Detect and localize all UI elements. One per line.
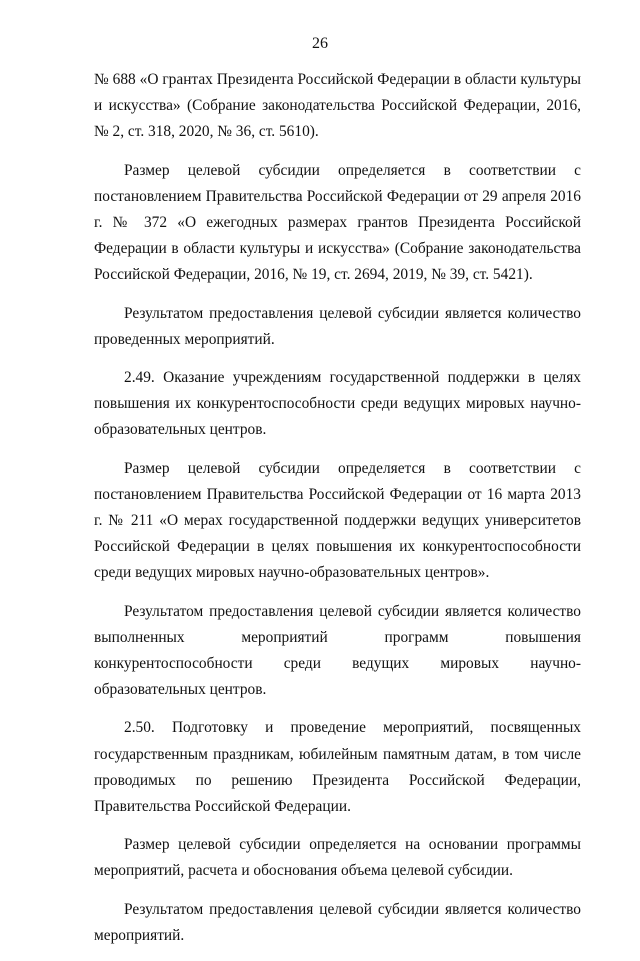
paragraph: Результатом предоставления целевой субсидии является количество проведенных мероприятий. — [94, 304, 581, 348]
paragraph: Размер целевой субсидии определяется в соответствии с постановлением Правительства Российской Федерации от 29 апреля 2016 г. № 372 «О ежегодных размерах грантов Президента Российской Федерации в области культуры и искусства» (Собрание законодательства Российской Федерации, 2016, № 19, ст. 2694, 2019, № 39, ст. 5421). — [94, 161, 581, 284]
paragraph: Результатом предоставления целевой субсидии является количество мероприятий. — [94, 900, 581, 944]
paragraph: Размер целевой субсидии определяется в соответствии с постановлением Правительства Российской Федерации от 16 марта 2013 г. № 211 «О мерах государственной поддержки ведущих университетов Российской Федерации в целях повышения их конкурентоспособности среди ведущих мировых научно-образовательных центров». — [94, 459, 581, 582]
paragraph-continuation: № 688 «О грантах Президента Российской Федерации в области культуры и искусства» (Собрание законодательства Российской Федерации, 2016, № 2, ст. 318, 2020, № 36, ст. 5610). — [94, 71, 581, 141]
page-number: 26 — [312, 35, 328, 52]
section-2-49: 2.49. Оказание учреждениям государственной поддержки в целях повышения их конкурентоспособности среди ведущих мировых научно-образовательных центров. — [94, 369, 581, 439]
paragraph: Результатом предоставления целевой субсидии является количество выполненных мероприятий программ повышения конкурентоспособности среди ведущих мировых научно-образовательных центров. — [94, 602, 581, 699]
section-2-50: 2.50. Подготовку и проведение мероприятий, посвященных государственным праздникам, юбилейным памятным датам, в том числе проводимых по решению Президента Российской Федерации, Правительства Российской Федерации. — [94, 719, 581, 816]
paragraph: Размер целевой субсидии определяется на основании программы мероприятий, расчета и обоснования объема целевой субсидии. — [94, 836, 581, 880]
document-body — [94, 67, 581, 961]
